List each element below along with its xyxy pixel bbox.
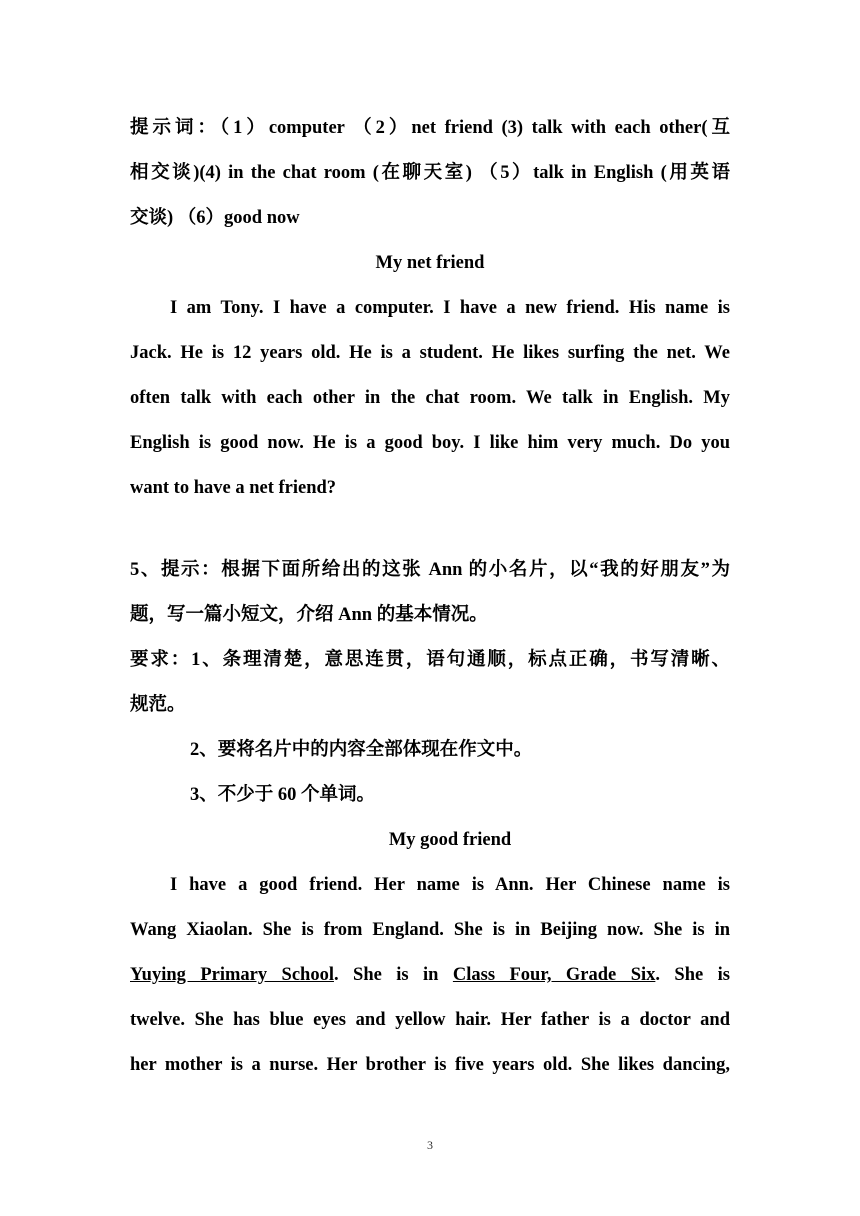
essay1-line-1: I am Tony. I have a computer. I have a new friend. His name is xyxy=(170,298,730,318)
document-page xyxy=(130,106,730,1088)
task5-requirement-3: 3、不少于 60 个单词。 xyxy=(190,785,376,805)
essay2-line-3 xyxy=(130,953,730,998)
essay2-line-1: I have a good friend. Her name is Ann. Her Chinese name is xyxy=(170,875,730,895)
essay2-line-3-middle: . She is in xyxy=(333,965,453,985)
essay1-line-5: want to have a net friend? xyxy=(130,478,337,498)
essay2-line-5: her mother is a nurse. Her brother is five years old. She likes dancing, xyxy=(130,1055,730,1075)
school-name-underlined: Yuying Primary School xyxy=(130,965,334,985)
essay2-line-3-end: . She is xyxy=(655,965,731,985)
task5-requirement-2: 2、要将名片中的内容全部体现在作文中。 xyxy=(190,740,533,760)
task5-requirement-line-2: 规范。 xyxy=(130,695,186,715)
paragraph-gap xyxy=(130,511,730,548)
task5-requirement-line-1: 要求：1、条理清楚，意思连贯，语句通顺，标点正确，书写清晰、 xyxy=(130,650,730,670)
hint-line-3: 交谈) （6）good now xyxy=(130,208,300,228)
essay2-line-2: Wang Xiaolan. She is from England. She is in Beijing now. She is in xyxy=(130,920,730,940)
task5-prompt-line-2: 题，写一篇小短文，介绍 Ann 的基本情况。 xyxy=(130,605,488,625)
essay1-title: My net friend xyxy=(375,253,485,273)
hint-line-1: 提示词：（1）computer （2）net friend (3) talk with each other(互 xyxy=(130,118,730,138)
essay1-line-3: often talk with each other in the chat room. We talk in English. My xyxy=(130,388,730,408)
essay1-line-2: Jack. He is 12 years old. He is a student. He likes surfing the net. We xyxy=(130,343,730,363)
page-number: 3 xyxy=(427,1138,433,1152)
essay1-line-4: English is good now. He is a good boy. I like him very much. Do you xyxy=(130,433,730,453)
hint-line-2: 相交谈)(4) in the chat room (在聊天室) （5）talk in English (用英语 xyxy=(130,163,730,183)
essay2-line-4: twelve. She has blue eyes and yellow hair. Her father is a doctor and xyxy=(130,1010,730,1030)
class-grade-underlined: Class Four, Grade Six xyxy=(452,965,656,985)
task5-prompt-line-1: 5、提示：根据下面所给出的这张 Ann 的小名片，以“我的好朋友”为 xyxy=(130,560,730,580)
essay2-title: My good friend xyxy=(388,830,512,850)
